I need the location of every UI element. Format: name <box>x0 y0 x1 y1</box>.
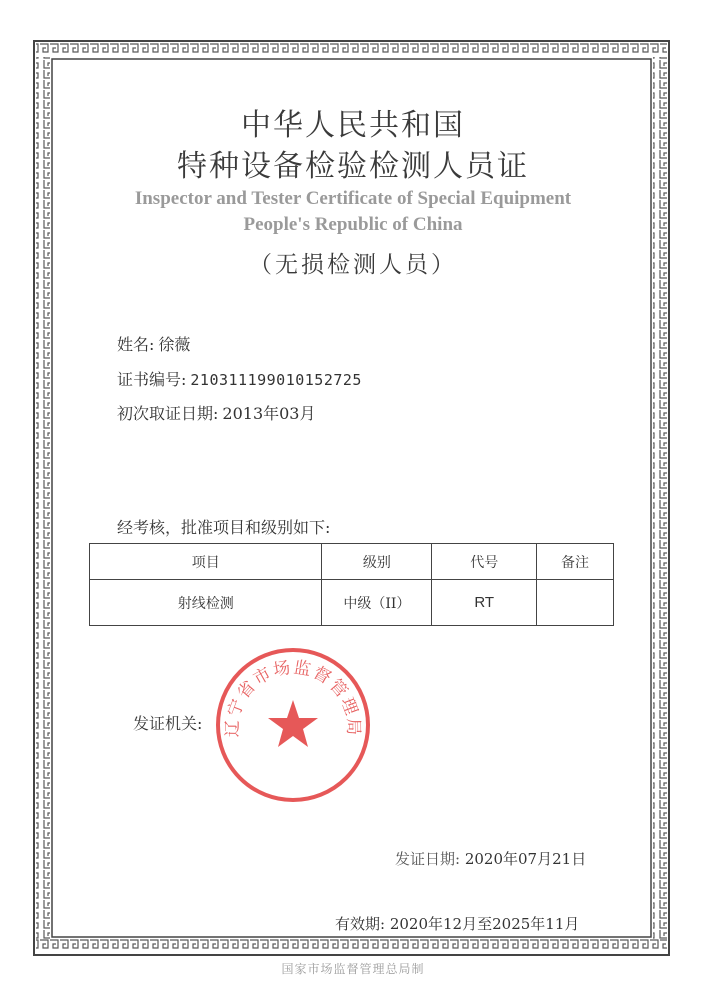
title-en-line1: Inspector and Tester Certificate of Special Equipment <box>134 188 572 209</box>
issue-date-label: 发证日期: <box>395 850 461 868</box>
certificate-subtitle: （无损检测人员） <box>249 252 457 278</box>
svg-text:辽宁省市场监督管理局: 辽宁省市场监督管理局 <box>222 657 364 738</box>
issue-date <box>395 848 586 869</box>
validity-value: 2020年12月至2025年11月 <box>389 915 580 933</box>
approved-items-table <box>89 543 614 626</box>
cert-number-field <box>117 367 362 390</box>
header-level: 级别 <box>322 544 432 580</box>
name-value: 徐薇 <box>158 335 191 354</box>
table-header-row <box>90 544 614 580</box>
title-en-line2: People's Republic of China <box>243 214 463 235</box>
cell-item: 射线检测 <box>90 580 322 626</box>
first-date-field <box>117 401 316 424</box>
cert-number-label: 证书编号: <box>117 370 187 389</box>
approval-text: 经考核，批准项目和级别如下: <box>117 518 331 537</box>
header-item: 项目 <box>90 544 322 580</box>
issuer-label: 发证机关: <box>133 714 203 733</box>
validity-period <box>335 913 579 934</box>
table-row <box>90 580 614 626</box>
first-date-value: 2013年03月 <box>222 404 316 423</box>
header-remarks: 备注 <box>537 544 614 580</box>
title-cn-line1: 中华人民共和国 <box>241 108 465 143</box>
name-field <box>117 332 190 355</box>
official-seal <box>213 645 373 805</box>
first-date-label: 初次取证日期: <box>117 404 219 423</box>
header-code: 代号 <box>432 544 537 580</box>
cell-remarks <box>537 580 614 626</box>
name-label: 姓名: <box>117 335 155 354</box>
issue-date-value: 2020年07月21日 <box>464 850 587 868</box>
cell-code: RT <box>432 580 537 626</box>
issuing-authority-footer: 国家市场监督管理总局制 <box>281 962 425 976</box>
title-cn-line2: 特种设备检验检测人员证 <box>177 149 529 184</box>
validity-label: 有效期: <box>335 915 386 933</box>
cell-level: 中级（II） <box>322 580 432 626</box>
cert-number-value: 210311199010152725 <box>190 371 362 389</box>
